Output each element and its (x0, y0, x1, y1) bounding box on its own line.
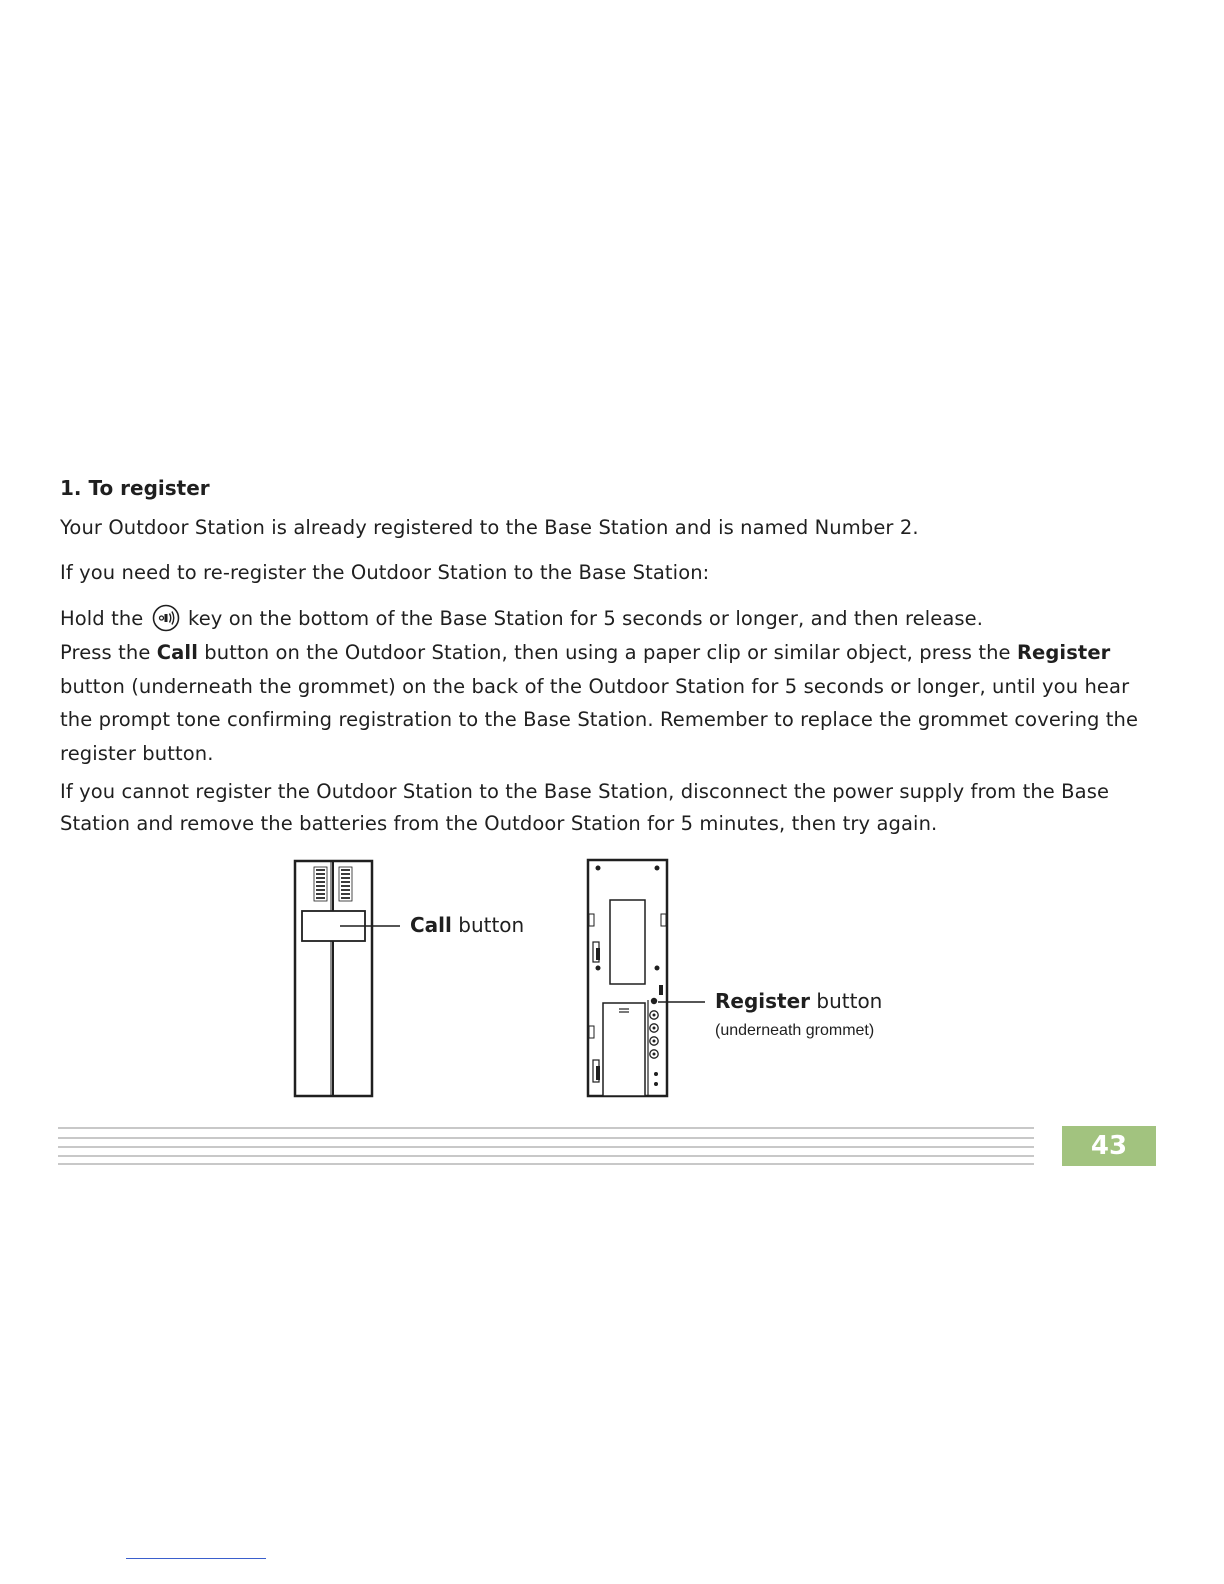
press-call-bold-register: Register (1016, 641, 1111, 664)
press-call-bold-call: Call (156, 641, 198, 664)
press-call-text-b: button on the Outdoor Station, then using a paper clip or similar object, press the (197, 641, 1017, 664)
footer-rule-5 (58, 1163, 1034, 1165)
hold-key-text-before: Hold the (60, 607, 144, 630)
bottom-link-underline (126, 1558, 266, 1559)
call-label-rest: button (451, 913, 525, 937)
hold-key-text-after: key on the bottom of the Base Station for 5 seconds or longer, and then release. (188, 607, 984, 630)
paragraph-troubleshoot: If you cannot register the Outdoor Station to the Base Station, disconnect the power supply from the Base Station and remove the batteries from the Outdoor Station for 5 minutes, then try again. (60, 780, 1110, 835)
paragraph-registered: Your Outdoor Station is already registered to the Base Station and is named Number 2. (60, 516, 919, 539)
call-button-label (410, 913, 524, 937)
register-label-rest: button (810, 989, 883, 1013)
press-call-text-a: Press the (60, 641, 157, 664)
footer-rule-4 (58, 1155, 1034, 1157)
page-number: 43 (1062, 1126, 1156, 1166)
footer-rule-3 (58, 1146, 1034, 1148)
section-heading: 1. To register (60, 476, 210, 500)
footer-rule-1 (58, 1127, 1034, 1129)
call-label-bold: Call (410, 913, 452, 937)
footer-rule-2 (58, 1137, 1034, 1139)
press-call-text-c: button (underneath the grommet) on the back of the Outdoor Station for 5 seconds or longer, until you hear the prompt tone confirming registration to the Base Station. Remember to replace the grommet covering the register button. (60, 674, 1139, 765)
paragraph-reregister-intro: If you need to re-register the Outdoor Station to the Base Station: (60, 561, 710, 584)
register-note: (underneath grommet) (715, 1022, 875, 1039)
register-label-bold: Register (715, 989, 811, 1013)
front-view-illustration (295, 861, 400, 1096)
register-button-label (715, 989, 882, 1013)
back-view-illustration (588, 860, 705, 1096)
